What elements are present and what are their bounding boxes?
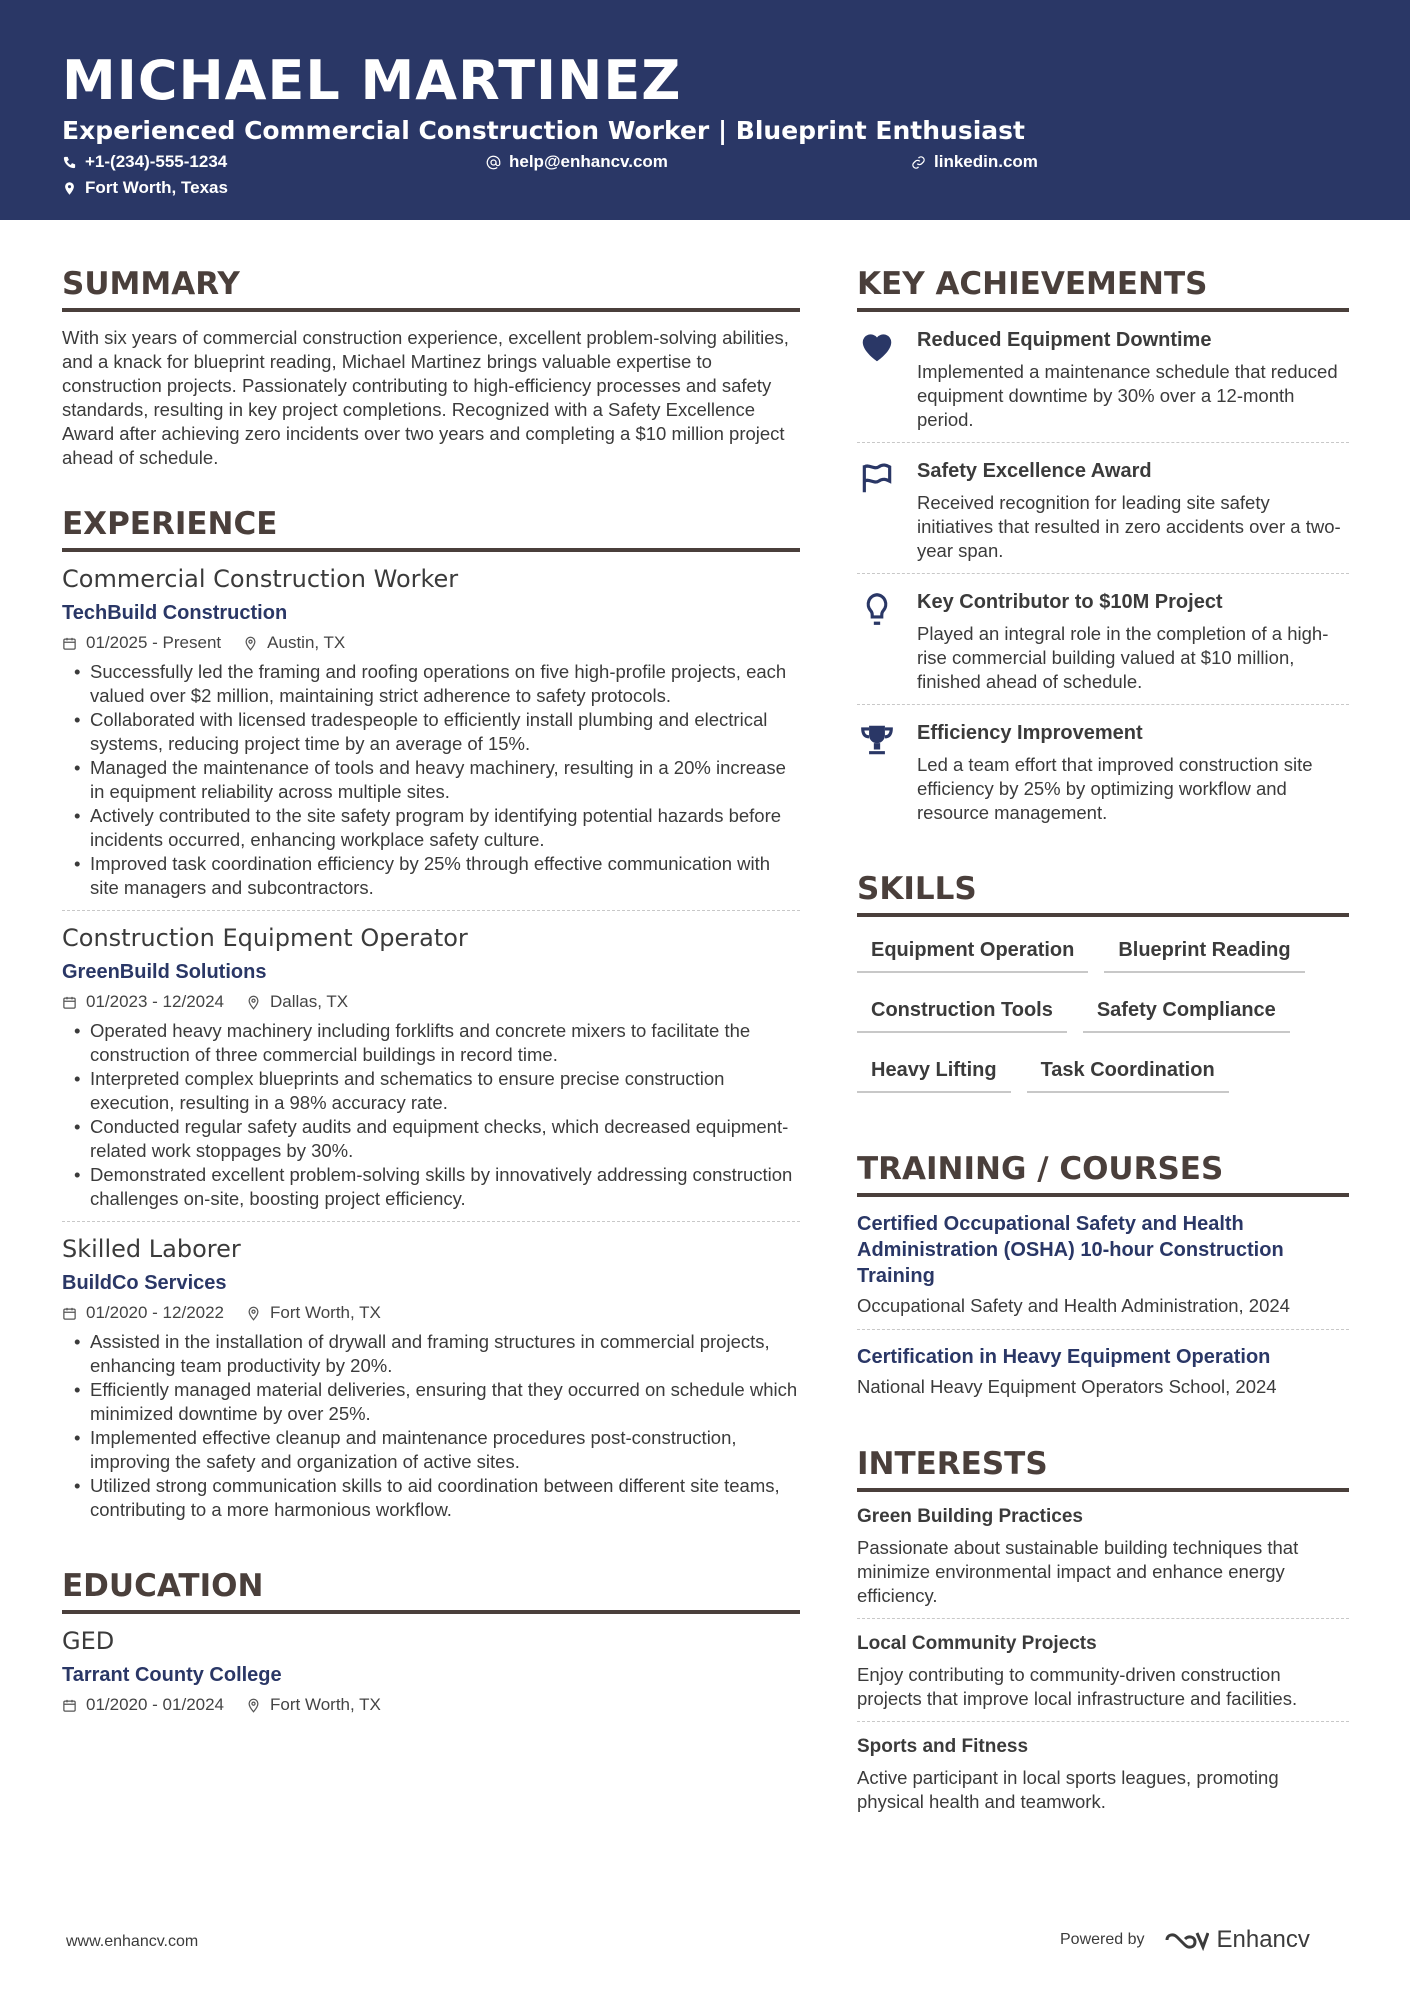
- experience-heading: EXPERIENCE: [62, 504, 800, 552]
- achievement-desc: Led a team effort that improved construction site efficiency by 25% by optimizing workflow and resource management.: [917, 754, 1313, 823]
- bullet-item: • Successfully led the framing and roofing operations on five high-profile projects, each valued over $2 million, maintaining strict adherence to safety protocols.: [62, 660, 800, 708]
- course-item: [857, 1330, 1349, 1410]
- interest-desc: Passionate about sustainable building techniques that minimize environmental impact and enhance energy efficiency.: [857, 1537, 1299, 1606]
- bullet-item: • Interpreted complex blueprints and schematics to ensure precise construction execution, resulting in a 98% accuracy rate.: [62, 1067, 800, 1115]
- job-entry: [62, 562, 800, 911]
- achievement-item: [857, 312, 1349, 443]
- location-pin-icon: [246, 1698, 261, 1713]
- linkedin-text: linkedin.com: [934, 152, 1038, 171]
- calendar-icon: [62, 1306, 77, 1321]
- course-title: Certification in Heavy Equipment Operation: [857, 1346, 1271, 1368]
- achievement-desc: Played an integral role in the completion of a high-rise commercial building valued at $10 million, finished ahead of schedule.: [917, 623, 1329, 692]
- achievement-title: Efficiency Improvement: [917, 722, 1143, 744]
- bullet-item: • Improved task coordination efficiency by 25% through effective communication with site managers and subcontractors.: [62, 852, 800, 900]
- bullet-item: • Implemented effective cleanup and maintenance procedures post-construction, improving the safety and organization of active sites.: [62, 1426, 800, 1474]
- contact-linkedin[interactable]: [911, 152, 1038, 172]
- summary-text: With six years of commercial construction experience, excellent problem-solving abilities, and a knack for blueprint reading, Michael Martinez brings valuable expertise to construction projects. Passionately contributing to high-efficiency processes and safety standards, resulting in key project completions. Recognized with a Safety Excellence Award after achieving zero incidents over two years and completing a $10 million project ahead of schedule.: [62, 327, 789, 468]
- job-bullets: [62, 1019, 800, 1211]
- achievement-title: Safety Excellence Award: [917, 460, 1152, 482]
- skill-tag: Equipment Operation: [857, 935, 1088, 973]
- email-text: help@enhancv.com: [509, 152, 668, 171]
- interest-item: [857, 1619, 1349, 1722]
- contact-location: [62, 178, 228, 198]
- location-text: Fort Worth, Texas: [85, 178, 228, 197]
- powered-by-label: Powered by: [1060, 1931, 1145, 1948]
- location-pin-icon: [246, 995, 261, 1010]
- achievement-desc: Received recognition for leading site safety initiatives that resulted in zero accidents over a two-year span.: [917, 492, 1341, 561]
- phone-icon: [62, 155, 77, 170]
- achievement-item: [857, 443, 1349, 574]
- skill-tag: Task Coordination: [1027, 1055, 1229, 1093]
- skill-tag: Blueprint Reading: [1104, 935, 1304, 973]
- job-entry: [62, 921, 800, 1222]
- education-dates: 01/2020 - 01/2024: [86, 1695, 225, 1714]
- education-heading: EDUCATION: [62, 1566, 800, 1614]
- course-title: Certified Occupational Safety and Health Administration (OSHA) 10-hour Construction Training: [857, 1213, 1284, 1287]
- skills-section: [857, 869, 1349, 1115]
- contact-info: [62, 152, 1348, 204]
- bullet-item: • Operated heavy machinery including forklifts and concrete mixers to facilitate the construction of three commercial buildings in record time.: [62, 1019, 800, 1067]
- experience-section: [62, 504, 800, 1532]
- interest-desc: Active participant in local sports leagues, promoting physical health and teamwork.: [857, 1767, 1279, 1812]
- bullet-item: • Assisted in the installation of drywall and framing structures in commercial projects, enhancing team productivity by 20%.: [62, 1330, 800, 1378]
- skills-heading: SKILLS: [857, 869, 1349, 917]
- brand-name: Enhancv: [1216, 1926, 1310, 1953]
- resume-header: [0, 0, 1410, 220]
- job-location: Dallas, TX: [270, 992, 349, 1011]
- education-section: [62, 1566, 800, 1728]
- job-dates: 01/2023 - 12/2024: [86, 992, 225, 1011]
- job-location: Fort Worth, TX: [270, 1303, 381, 1322]
- job-company: BuildCo Services: [62, 1272, 227, 1294]
- location-pin-icon: [243, 636, 258, 651]
- training-heading: TRAINING / COURSES: [857, 1149, 1349, 1197]
- education-degree: GED: [62, 1627, 115, 1655]
- right-column: [857, 264, 1349, 1858]
- location-pin-icon: [246, 1306, 261, 1321]
- link-icon: [911, 155, 926, 170]
- interest-title: Sports and Fitness: [857, 1736, 1029, 1757]
- contact-phone[interactable]: [62, 152, 227, 172]
- training-section: [857, 1149, 1349, 1410]
- skill-tag: Construction Tools: [857, 995, 1067, 1033]
- achievement-title: Reduced Equipment Downtime: [917, 329, 1212, 351]
- enhancv-logo-icon: [1163, 1928, 1209, 1952]
- interest-desc: Enjoy contributing to community-driven construction projects that improve local infrastructure and facilities.: [857, 1664, 1298, 1709]
- heart-icon: [857, 328, 897, 366]
- interest-title: Local Community Projects: [857, 1633, 1097, 1654]
- job-meta: [62, 1300, 800, 1326]
- education-school: Tarrant County College: [62, 1664, 282, 1686]
- job-meta: [62, 989, 800, 1015]
- course-provider: National Heavy Equipment Operators School, 2024: [857, 1376, 1277, 1397]
- job-title: Construction Equipment Operator: [62, 924, 468, 952]
- location-pin-icon: [62, 181, 77, 196]
- job-title: Commercial Construction Worker: [62, 565, 459, 593]
- interests-heading: INTERESTS: [857, 1444, 1349, 1492]
- interest-item: [857, 1722, 1349, 1824]
- calendar-icon: [62, 636, 77, 651]
- at-icon: [486, 155, 501, 170]
- bullet-item: • Actively contributed to the site safety program by identifying potential hazards before incidents occurred, enhancing workplace safety culture.: [62, 804, 800, 852]
- candidate-name: MICHAEL MARTINEZ: [62, 49, 682, 112]
- achievement-item: [857, 574, 1349, 705]
- candidate-subtitle: Experienced Commercial Construction Worker | Blueprint Enthusiast: [62, 116, 1025, 145]
- job-dates: 01/2020 - 12/2022: [86, 1303, 225, 1322]
- education-meta: [62, 1692, 800, 1718]
- interest-item: [857, 1492, 1349, 1619]
- calendar-icon: [62, 1698, 77, 1713]
- left-column: [62, 264, 800, 1762]
- summary-heading: SUMMARY: [62, 264, 800, 312]
- achievement-item: [857, 705, 1349, 835]
- achievements-section: [857, 264, 1349, 835]
- interests-section: [857, 1444, 1349, 1824]
- job-location: Austin, TX: [267, 633, 346, 652]
- footer-website[interactable]: www.enhancv.com: [66, 1933, 199, 1950]
- job-entry: [62, 1232, 800, 1532]
- trophy-icon: [857, 721, 897, 759]
- footer-branding[interactable]: [1060, 1926, 1310, 1954]
- achievements-heading: KEY ACHIEVEMENTS: [857, 264, 1349, 312]
- job-bullets: [62, 1330, 800, 1522]
- bullet-item: • Demonstrated excellent problem-solving skills by innovatively addressing construction challenges on-site, boosting project efficiency.: [62, 1163, 800, 1211]
- job-dates: 01/2025 - Present: [86, 633, 222, 652]
- achievement-desc: Implemented a maintenance schedule that reduced equipment downtime by 30% over a 12-month period.: [917, 361, 1338, 430]
- contact-email[interactable]: [486, 152, 668, 172]
- bullet-item: • Conducted regular safety audits and equipment checks, which decreased equipment-related work stoppages by 30%.: [62, 1115, 800, 1163]
- skill-tag: Heavy Lifting: [857, 1055, 1011, 1093]
- interest-title: Green Building Practices: [857, 1506, 1083, 1527]
- skill-tag: Safety Compliance: [1083, 995, 1290, 1033]
- education-location: Fort Worth, TX: [270, 1695, 381, 1714]
- job-bullets: [62, 660, 800, 900]
- flag-icon: [857, 459, 897, 497]
- course-item: [857, 1197, 1349, 1330]
- achievement-title: Key Contributor to $10M Project: [917, 591, 1223, 613]
- calendar-icon: [62, 995, 77, 1010]
- bullet-item: • Collaborated with licensed tradespeople to efficiently install plumbing and electrical systems, reducing project time by an average of 15%.: [62, 708, 800, 756]
- lightbulb-icon: [857, 590, 897, 628]
- skills-list: [857, 935, 1349, 1115]
- job-company: GreenBuild Solutions: [62, 961, 267, 983]
- summary-section: [62, 264, 800, 470]
- education-entry: [62, 1624, 800, 1728]
- bullet-item: • Managed the maintenance of tools and heavy machinery, resulting in a 20% increase in equipment reliability across multiple sites.: [62, 756, 800, 804]
- phone-text: +1-(234)-555-1234: [85, 152, 228, 171]
- course-provider: Occupational Safety and Health Administration, 2024: [857, 1295, 1290, 1316]
- job-meta: [62, 630, 800, 656]
- job-title: Skilled Laborer: [62, 1235, 241, 1263]
- brand-logo: [1163, 1926, 1310, 1954]
- job-company: TechBuild Construction: [62, 602, 288, 624]
- bullet-item: • Efficiently managed material deliveries, ensuring that they occurred on schedule which minimized downtime by over 25%.: [62, 1378, 800, 1426]
- bullet-item: • Utilized strong communication skills to aid coordination between different site teams, contributing to a more harmonious workflow.: [62, 1474, 800, 1522]
